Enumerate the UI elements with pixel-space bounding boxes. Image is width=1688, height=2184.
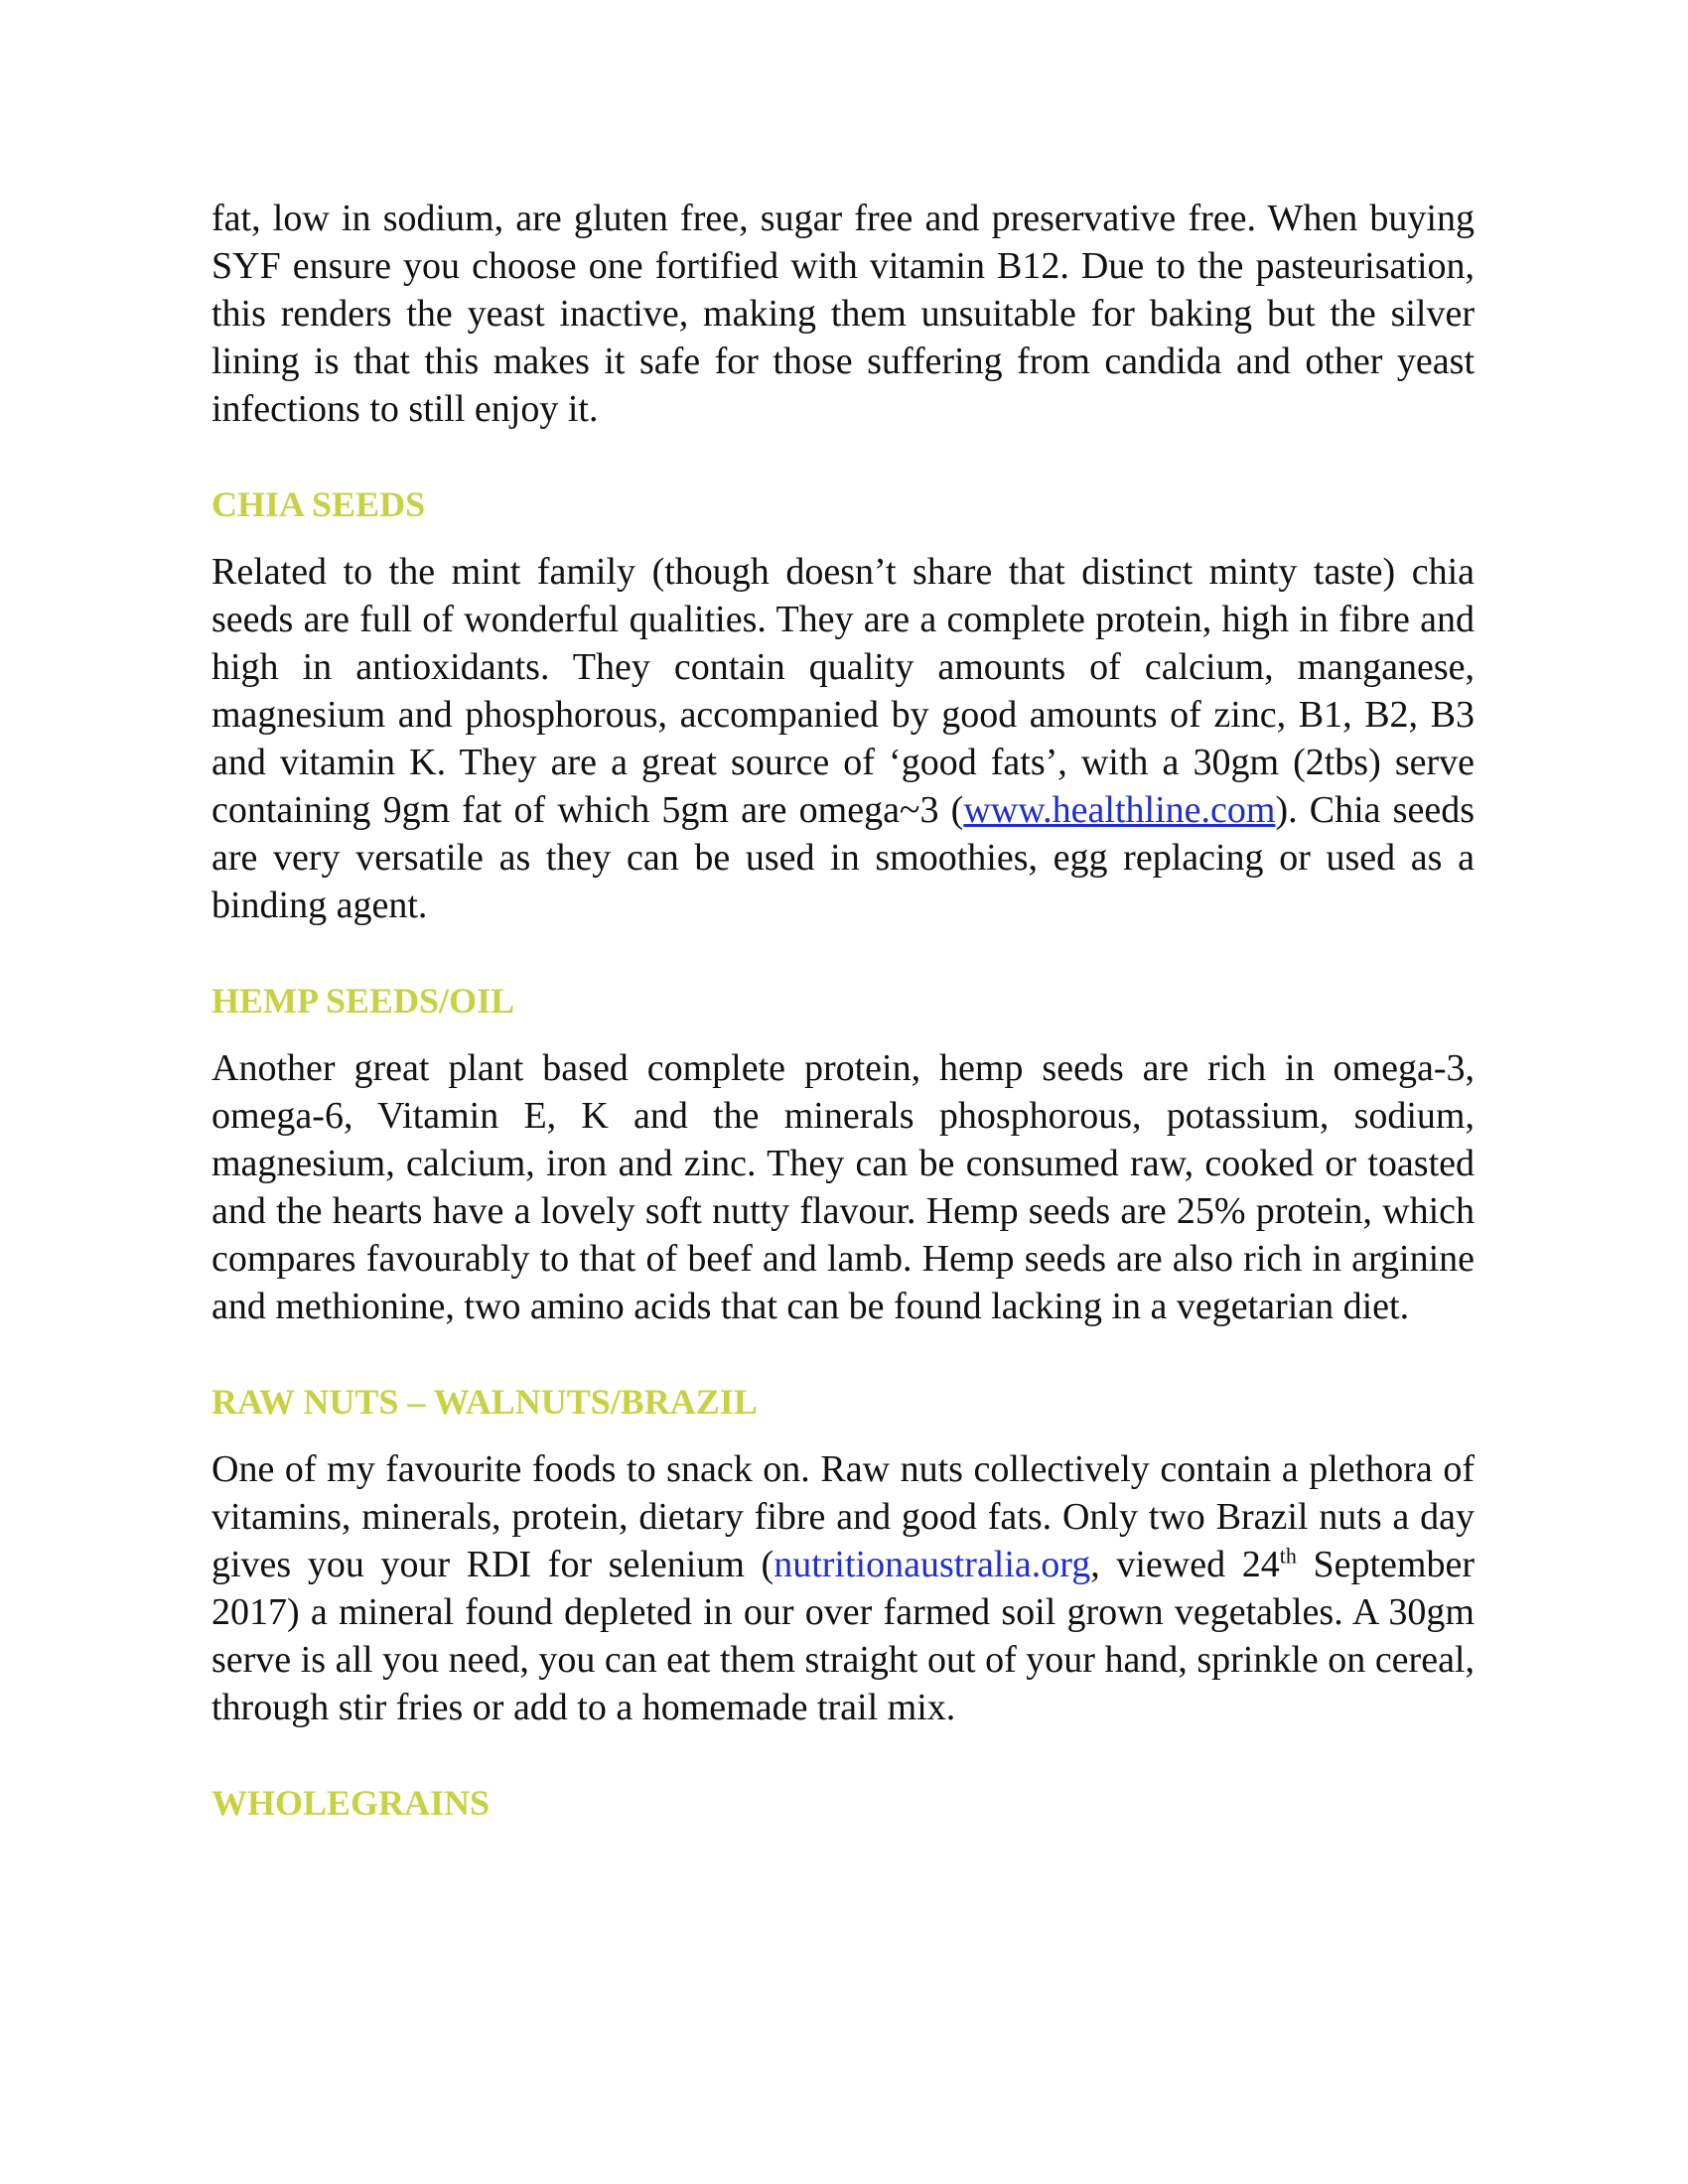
intro-paragraph: fat, low in sodium, are gluten free, sugar free and preservative free. When buying SYF ensure you choose one fortified with vitamin B12. Due to the pasteurisation, this renders the yeast inactive, making them unsuitable for baking but the silver lining is that this makes it safe for those suffering from candida and other yeast infections to still enjoy it.: [211, 198, 1475, 430]
nuts-text-2: , viewed 24: [1090, 1544, 1280, 1585]
hemp-paragraph: Another great plant based complete protein, hemp seeds are rich in omega-3, omega-6, Vitamin E, K and the minerals phosphorous, potassium, sodium, magnesium, calcium, iron and zinc. They can be consumed raw, cooked or toasted and the hearts have a lovely soft nutty flavour. Hemp seeds are 25% protein, which compares favourably to that of beef and lamb. Hemp seeds are also rich in arginine and methionine, two amino acids that can be found lacking in a vegetarian diet.: [211, 1047, 1475, 1327]
heading-chia-seeds: CHIA SEEDS: [211, 484, 426, 524]
ordinal-suffix: th: [1279, 1543, 1297, 1569]
heading-wholegrains: WHOLEGRAINS: [211, 1783, 491, 1823]
document-page: [211, 195, 1475, 1846]
nuts-paragraph: [211, 1445, 1475, 1731]
heading-hemp-seeds: HEMP SEEDS/OIL: [211, 981, 515, 1021]
heading-raw-nuts: RAW NUTS – WALNUTS/BRAZIL: [211, 1382, 758, 1422]
chia-text-2: ). Chia seeds are very versatile as they can be used in smoothies, egg replacing or used as a binding agent.: [211, 789, 1475, 926]
chia-text-1: Related to the mint family (though doesn’t share that distinct minty taste) chia seeds are full of wonderful qualities. They are a complete protein, high in fibre and high in antioxidants. They contain quality amounts of calcium, manganese, magnesium and phosphorous, accompanied by good amounts of zinc, B1, B2, B3 and vitamin K. They are a great source of ‘good fats’, with a 30gm (2tbs) serve containing 9gm fat of which 5gm are omega~3 (: [211, 551, 1475, 831]
nuts-text-1: One of my favourite foods to snack on. Raw nuts collectively contain a plethora of vitamins, minerals, protein, dietary fibre and good fats. Only two Brazil nuts a day gives you your RDI for selenium (: [211, 1448, 1475, 1585]
healthline-link[interactable]: www.healthline.com: [963, 789, 1276, 831]
nutritionaustralia-link[interactable]: nutritionaustralia.org: [774, 1544, 1091, 1585]
chia-paragraph: [211, 548, 1475, 929]
nuts-text-3: September 2017) a mineral found depleted in our over farmed soil grown vegetables. A 30gm serve is all you need, you can eat them straight out of your hand, sprinkle on cereal, through stir fries or add to a homemade trail mix.: [211, 1544, 1475, 1728]
